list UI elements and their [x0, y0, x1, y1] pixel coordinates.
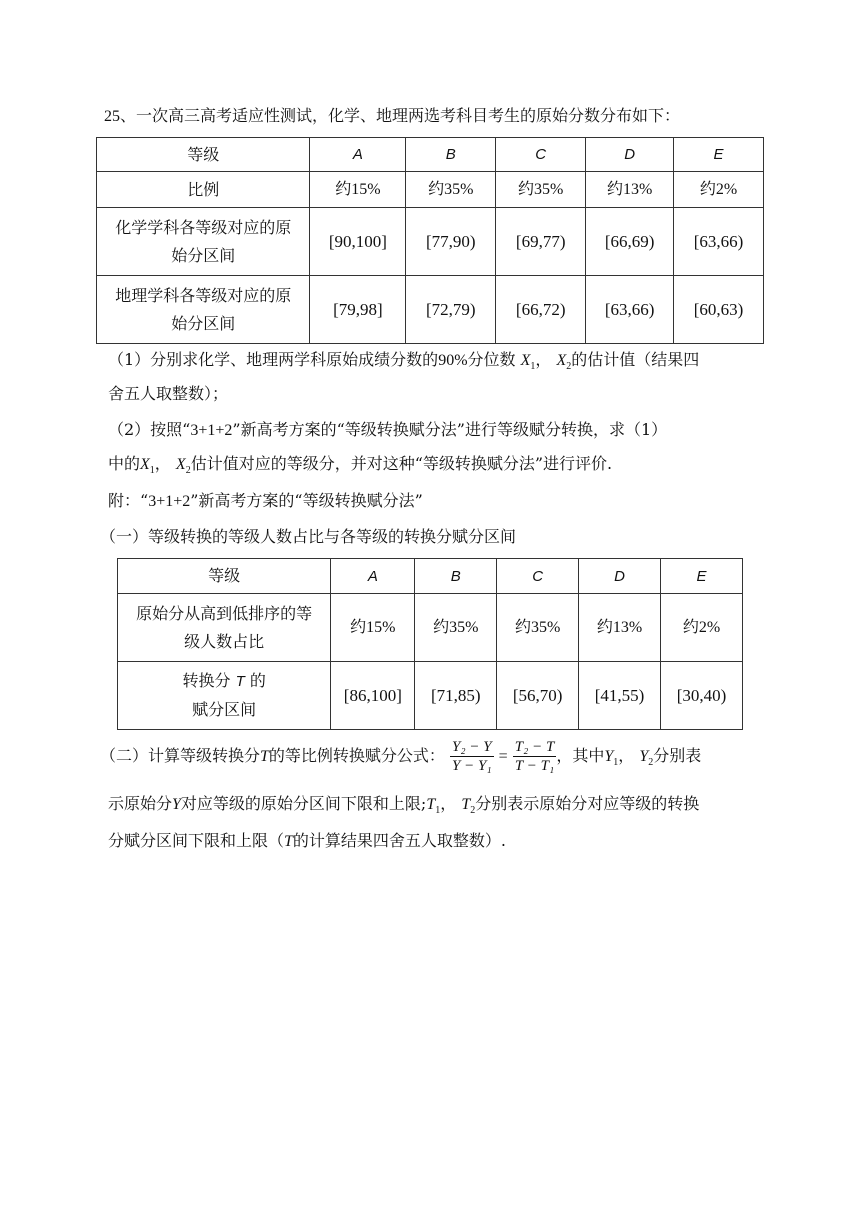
grade-cell: B	[450, 567, 461, 585]
table-row	[97, 276, 764, 344]
grade-cell: E	[713, 146, 724, 163]
question-text: 一次高三高考适应性测试，化学、地理两选考科目考生的原始分数分布如下：	[136, 106, 681, 125]
formula-line3: 分赋分区间下限和上限（T的计算结果四舍五人取整数）.	[108, 831, 507, 850]
conversion-table	[117, 558, 743, 730]
question-stem	[104, 104, 680, 129]
grade-header: 等级	[97, 138, 310, 172]
ratio-cell: 约35%	[415, 594, 497, 662]
part2-line1: （2）按照“3+1+2”新高考方案的“等级转换赋分法”进行等级赋分转换，求（1）	[108, 420, 668, 439]
conversion-interval-cell: [41,55)	[594, 685, 645, 705]
formula-line1: （二）计算等级转换分T的等比例转换赋分公式： $\frac{\text{Y₂ − Y}}{\text{Y − Y₁}}$ = $\frac{\text{T₂ − T}}{\text{T − T₁}}$ ，其中$Y_1$， $Y_2$分别表	[100, 739, 702, 774]
geo-interval-cell: [63,66)	[604, 299, 655, 319]
grade-header: 等级	[118, 559, 331, 594]
table-row	[118, 594, 743, 662]
appendix-subtitle-1: （一）等级转换的等级人数占比与各等级的转换分赋分区间	[100, 527, 517, 546]
chem-interval-cell: [63,66)	[693, 231, 744, 251]
grade-cell: E	[696, 567, 707, 585]
ratio-cell: 约35%	[406, 172, 496, 208]
ratio-cell: 约13%	[586, 172, 674, 208]
grade-cell: A	[352, 146, 363, 163]
geo-interval-cell: [79,98]	[333, 299, 383, 319]
conversion-interval-cell: [30,40)	[676, 685, 727, 705]
part1-line1: （1）分别求化学、地理两学科原始成绩分数的90%分位数 $X_1$， $X_2$的估计值（结果四	[108, 350, 700, 372]
ratio-cell: 约15%	[310, 172, 406, 208]
formula-line2: 示原始分Y对应等级的原始分区间下限和上限$;T_1$， $T_2$分别表示原始分对应等级的转换	[108, 794, 700, 816]
share-label: 原始分从高到低排序的等 级人数占比	[118, 594, 331, 662]
conversion-label: 转换分 T 的 赋分区间	[118, 662, 331, 730]
chem-interval-cell: [90,100]	[328, 231, 387, 251]
ratio-label: 比例	[97, 172, 310, 208]
grade-cell: C	[532, 567, 544, 585]
part1-line2: 舍五人取整数）；	[108, 384, 229, 403]
chem-interval-label: 化学学科各等级对应的原 始分区间	[97, 208, 310, 276]
geo-interval-label: 地理学科各等级对应的原 始分区间	[97, 276, 310, 344]
conversion-interval-cell: [71,85)	[430, 685, 481, 705]
chem-interval-cell: [66,69)	[604, 231, 655, 251]
chem-interval-cell: [77,90)	[426, 231, 476, 251]
formula-fraction-left: $\frac{\text{Y₂ − Y}}{\text{Y − Y₁}}$	[452, 739, 492, 774]
part2-line2: 中的$X_1$， $X_2$估计值对应的等级分，并对这种“等级转换赋分法”进行评价.	[108, 454, 613, 476]
table-row	[118, 559, 743, 594]
ratio-cell: 约35%	[497, 594, 579, 662]
chem-interval-cell: [69,77)	[515, 231, 566, 251]
formula-fraction-right: $\frac{\text{T₂ − T}}{\text{T − T₁}}$	[514, 739, 555, 774]
table-row	[97, 172, 764, 208]
ratio-cell: 约2%	[674, 172, 764, 208]
table-row	[97, 138, 764, 172]
grade-cell: B	[445, 146, 456, 163]
grade-cell: D	[624, 146, 636, 163]
appendix-title: 附：“3+1+2”新高考方案的“等级转换赋分法”	[108, 491, 423, 510]
geo-interval-cell: [66,72)	[515, 299, 566, 319]
question-number: 25、	[104, 108, 137, 125]
geo-interval-cell: [60,63)	[693, 299, 744, 319]
raw-score-table	[96, 137, 764, 344]
geo-interval-cell: [72,79)	[426, 299, 476, 319]
grade-cell: C	[535, 146, 547, 163]
ratio-cell: 约2%	[661, 594, 743, 662]
grade-cell: D	[614, 567, 625, 585]
conversion-interval-cell: [56,70)	[512, 685, 563, 705]
table-row	[118, 662, 743, 730]
ratio-cell: 约35%	[496, 172, 586, 208]
grade-cell: A	[367, 567, 378, 585]
ratio-cell: 约15%	[331, 594, 415, 662]
ratio-cell: 约13%	[579, 594, 661, 662]
conversion-interval-cell: [86,100]	[343, 685, 402, 705]
table-row	[97, 208, 764, 276]
